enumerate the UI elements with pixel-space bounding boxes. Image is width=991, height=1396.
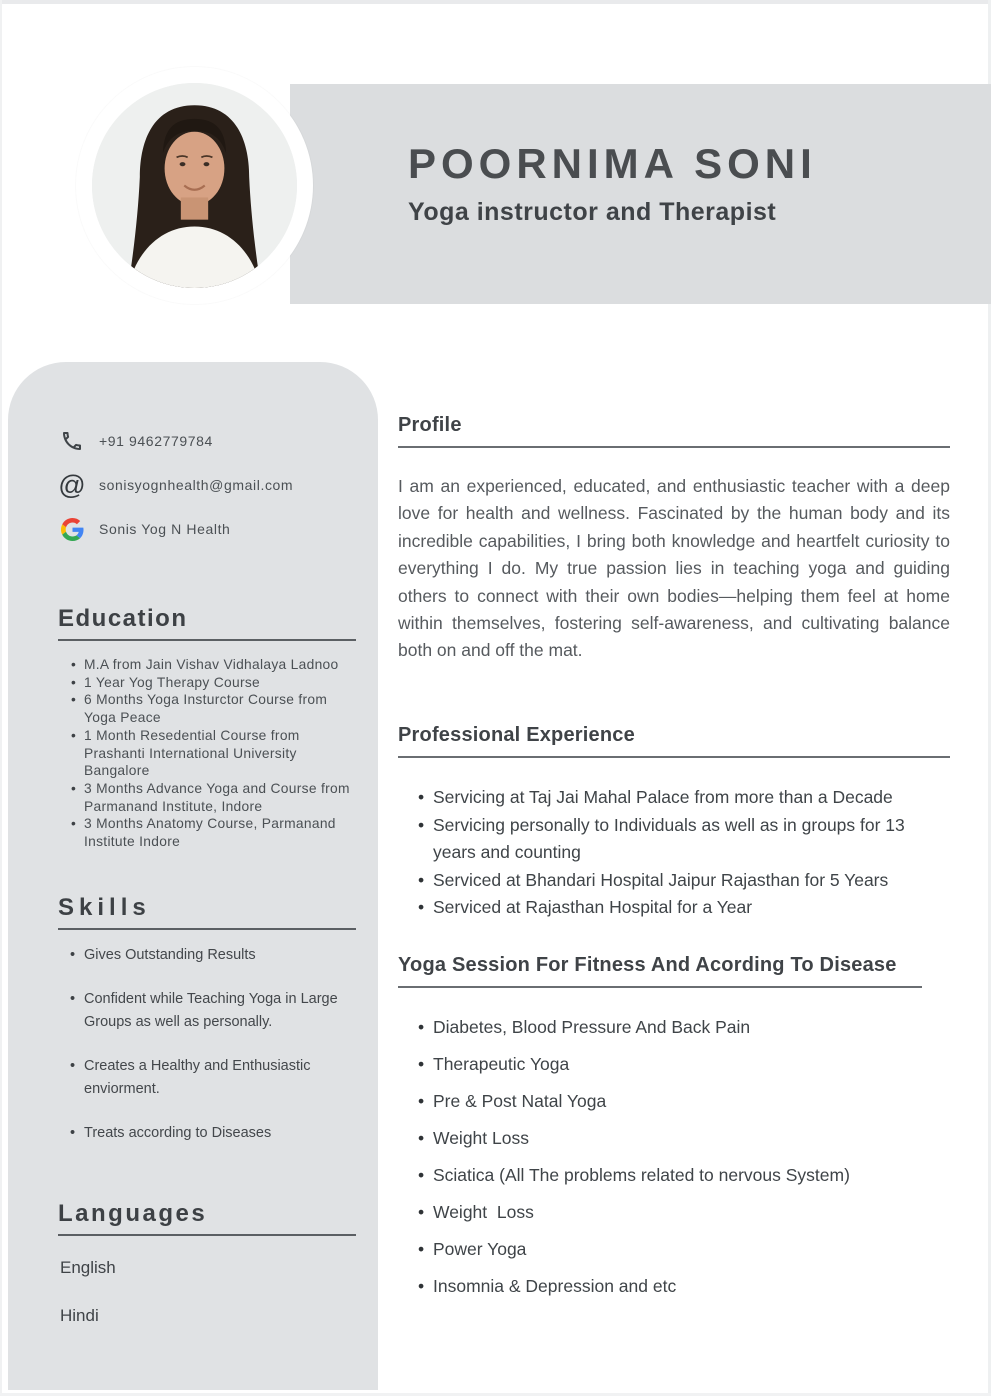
profile-photo xyxy=(76,67,313,304)
yoga-sessions-heading: Yoga Session For Fitness And Acording To Disease xyxy=(398,954,897,976)
education-heading: Education xyxy=(58,605,188,632)
languages-underline xyxy=(58,1234,356,1236)
list-item: • Insomnia & Depression and etc xyxy=(433,1273,950,1301)
email-address: sonisyognhealth@gmail.com xyxy=(99,477,294,493)
list-item: • Pre & Post Natal Yoga xyxy=(433,1088,950,1116)
list-item: • 3 Months Anatomy Course, Parmanand Institute Indore xyxy=(84,815,356,850)
yoga-sessions-underline xyxy=(398,986,922,988)
profile-underline xyxy=(398,446,950,448)
phone-number: +91 9462779784 xyxy=(99,433,213,449)
skills-underline xyxy=(58,928,356,930)
google-g-icon xyxy=(58,515,86,543)
list-item: • 6 Months Yoga Insturctor Course from Yoga Peace xyxy=(84,691,356,726)
list-item: • Creates a Healthy and Enthusiastic enviorment. xyxy=(84,1055,356,1102)
header-banner xyxy=(290,84,991,304)
experience-list xyxy=(398,784,950,922)
languages-section xyxy=(58,1200,356,1326)
contact-phone-row xyxy=(58,426,362,456)
page-top-edge xyxy=(0,0,991,4)
skills-list xyxy=(58,944,356,1145)
list-item: • Servicing at Taj Jai Mahal Palace from more than a Decade xyxy=(433,784,950,812)
contact-info xyxy=(58,426,362,558)
profile-photo-image xyxy=(92,83,297,288)
experience-heading: Professional Experience xyxy=(398,724,635,746)
experience-underline xyxy=(398,756,950,758)
list-item: • 3 Months Advance Yoga and Course from Parmanand Institute, Indore xyxy=(84,780,356,815)
list-item: • 1 Month Resedential Course from Prashanti International University Bangalore xyxy=(84,727,356,780)
phone-icon xyxy=(58,427,86,455)
list-item: • Serviced at Bhandari Hospital Jaipur Rajasthan for 5 Years xyxy=(433,867,950,895)
language-item: English xyxy=(60,1258,116,1277)
list-item: • Weight Loss xyxy=(433,1125,950,1153)
list-item: • Sciatica (All The problems related to nervous System) xyxy=(433,1162,950,1190)
page-left-edge xyxy=(0,0,2,1396)
list-item: • Power Yoga xyxy=(433,1236,950,1264)
profile-section xyxy=(398,414,950,665)
education-list xyxy=(58,656,356,851)
profile-text: I am an experienced, educated, and enthusiastic teacher with a deep love for health and wellness. Fascinated by the human body and its incredible capabilities, I bring both knowledge and heartfelt curiosity to everything I do. My true passion lies in teaching yoga and guiding others to connect with their own bodies—helping them feel at home within themselves, fostering self-awareness, and cultivating balance both on and off the mat. xyxy=(398,476,950,661)
languages-heading: Languages xyxy=(58,1200,208,1227)
portrait-illustration xyxy=(92,83,297,288)
list-item: • Therapeutic Yoga xyxy=(433,1051,950,1079)
education-section xyxy=(58,605,356,851)
yoga-sessions-section xyxy=(398,954,950,1310)
list-item: • M.A from Jain Vishav Vidhalaya Ladnoo xyxy=(84,656,356,674)
person-title: Yoga instructor and Therapist xyxy=(408,198,777,226)
skills-section xyxy=(58,894,356,1165)
google-business-name: Sonis Yog N Health xyxy=(99,521,231,537)
person-name: POORNIMA SONI xyxy=(408,140,817,187)
sidebar xyxy=(8,362,378,1390)
yoga-sessions-list xyxy=(398,1014,950,1301)
education-underline xyxy=(58,639,356,641)
skills-heading: Skills xyxy=(58,894,151,921)
contact-google-row xyxy=(58,514,362,544)
profile-heading: Profile xyxy=(398,414,462,436)
list-item: • Diabetes, Blood Pressure And Back Pain xyxy=(433,1014,950,1042)
list-item: • Servicing personally to Individuals as well as in groups for 13 years and counting xyxy=(433,812,950,867)
list-item: • Weight Loss xyxy=(433,1199,950,1227)
list-item: • Confident while Teaching Yoga in Large Groups as well as personally. xyxy=(84,988,356,1035)
list-item: • Gives Outstanding Results xyxy=(84,944,356,968)
contact-email-row xyxy=(58,470,362,500)
list-item: • 1 Year Yog Therapy Course xyxy=(84,674,356,692)
list-item: • Treats according to Diseases xyxy=(84,1122,356,1146)
list-item: • Serviced at Rajasthan Hospital for a Year xyxy=(433,894,950,922)
language-item: Hindi xyxy=(60,1306,99,1325)
experience-section xyxy=(398,724,950,922)
at-icon: @ xyxy=(58,469,86,500)
